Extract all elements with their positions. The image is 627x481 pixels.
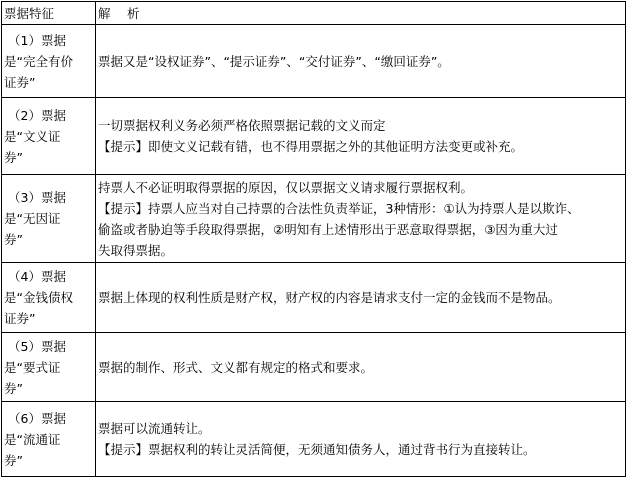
table-row [2,263,626,333]
feature-cell [2,98,96,175]
feature-line: 证券” [4,311,36,326]
analysis-line: 票据又是“设权证券”、“提示证券”、“交付证券”、“缴回证券”。 [98,53,450,69]
analysis-line: 【提示】票据权利的转让灵活简便，无须通知债务人，通过背书行为直接转让。 [98,442,536,457]
feature-cell [2,175,96,263]
analysis-cell [96,263,626,333]
bill-features-table [1,1,626,477]
feature-line: 是“无因证 [4,211,61,226]
feature-line: （3）票据 [8,190,66,205]
analysis-line: 一切票据权利义务必须严格依照票据记载的文义而定 [98,118,386,133]
table-row [2,98,626,175]
feature-line: 是“要式证 [4,359,61,375]
feature-line: （2）票据 [8,107,66,123]
feature-line: 是“文义证 [4,128,61,144]
analysis-cell [96,98,626,175]
feature-cell [2,25,96,98]
analysis-line: 【提示】即使文义记载有错，也不得用票据之外的其他证明方法变更或补充。 [98,139,524,154]
analysis-cell [96,402,626,477]
table-row [2,402,626,477]
feature-cell [2,263,96,333]
analysis-line: 票据的制作、形式、文义都有规定的格式和要求。 [98,359,374,375]
header-feature: 票据特征 [2,2,96,25]
table-header-row [2,2,626,25]
table-row [2,175,626,263]
analysis-line: 【提示】持票人应当对自己持票的合法性负责举证，3种情形：①认为持票人是以欺诈、 [98,200,580,216]
analysis-line: 持票人不必证明取得票据的原因，仅以票据文义请求履行票据权利。 [98,179,474,195]
analysis-line: 失取得票据。 [98,242,174,258]
feature-line: （5）票据 [8,338,66,354]
analysis-line: 票据上体现的权利性质是财产权，财产权的内容是请求支付一定的金钱而不是物品。 [98,290,561,305]
feature-line: （4）票据 [8,269,66,284]
feature-cell [2,402,96,477]
feature-cell [2,333,96,402]
analysis-cell [96,175,626,263]
feature-line: 是“流通证 [4,431,61,447]
feature-line: 券” [4,380,23,396]
feature-line: 券” [4,452,23,468]
feature-line: 是“金钱债权 [4,290,73,305]
analysis-line: 票据可以流通转让。 [98,421,211,436]
feature-line: 券” [4,232,23,247]
feature-line: 证券” [4,74,36,90]
feature-line: （6）票据 [8,410,66,426]
analysis-cell [96,333,626,402]
feature-line: 是“完全有价 [4,53,73,69]
table-row [2,333,626,402]
analysis-cell [96,25,626,98]
header-analysis: 解 析 [96,2,626,25]
feature-line: （1）票据 [8,32,66,48]
feature-line: 券” [4,149,23,165]
table-row [2,25,626,98]
analysis-line: 偷盗或者胁迫等手段取得票据，②明知有上述情形出于恶意取得票据，③因为重大过 [98,221,558,237]
